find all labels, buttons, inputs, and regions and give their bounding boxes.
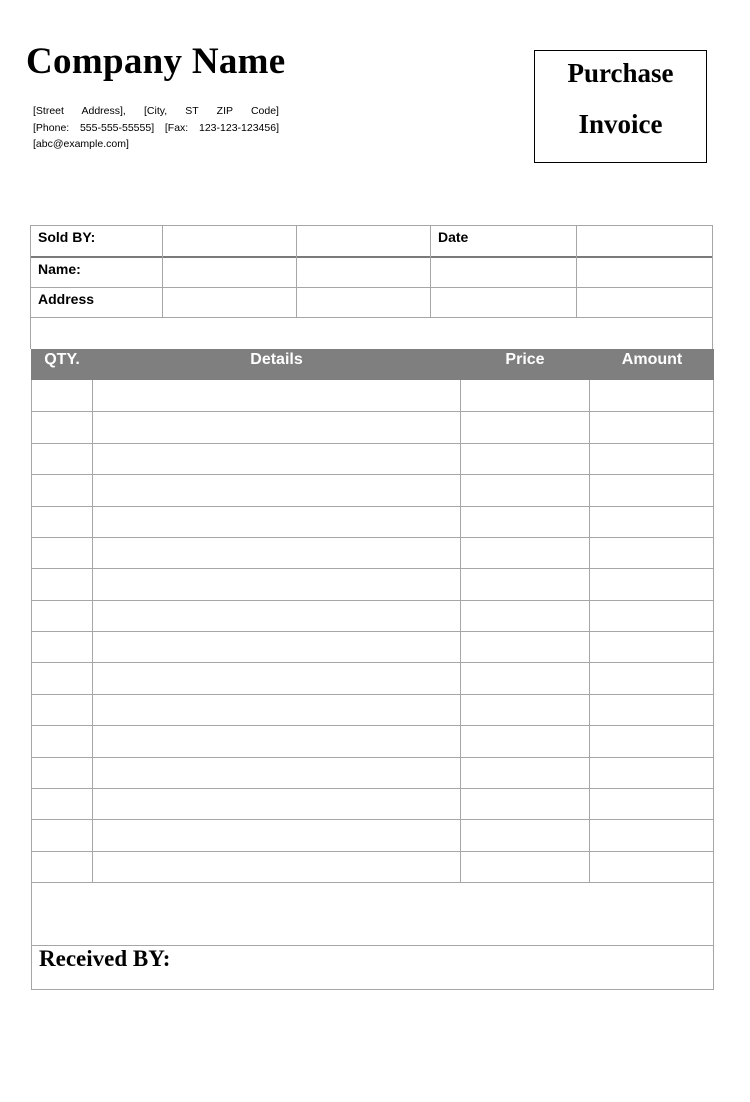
details-cell[interactable] [92,757,460,788]
table-row[interactable] [31,757,714,788]
table-row[interactable] [31,600,714,631]
date-label: Date [438,229,469,245]
amount-cell[interactable] [589,568,713,599]
street-text: [Street [33,105,64,117]
document-title-line1: Purchase [567,58,674,88]
qty-cell[interactable] [31,851,92,882]
address-line-street [33,103,279,120]
qty-cell[interactable] [31,757,92,788]
qty-cell[interactable] [31,725,92,756]
price-cell[interactable] [460,662,589,693]
price-cell[interactable] [460,474,589,505]
amount-cell[interactable] [589,694,713,725]
qty-cell[interactable] [31,537,92,568]
amount-cell[interactable] [589,788,713,819]
price-cell[interactable] [460,411,589,442]
details-cell[interactable] [92,474,460,505]
price-cell[interactable] [460,600,589,631]
qty-cell[interactable] [31,788,92,819]
info-divider [30,317,713,318]
amount-cell[interactable] [589,380,713,411]
state-text: ST [185,105,199,117]
table-border-left [31,380,32,989]
zip-text: ZIP [216,105,233,117]
amount-cell[interactable] [589,819,713,850]
table-row[interactable] [31,851,714,882]
price-cell[interactable] [460,725,589,756]
price-cell[interactable] [460,851,589,882]
city-text: [City, [144,105,168,117]
price-cell[interactable] [460,506,589,537]
details-cell[interactable] [92,443,460,474]
price-header: Price [505,351,545,368]
info-border-right [712,225,713,349]
date-field[interactable] [577,226,712,256]
amount-cell[interactable] [589,757,713,788]
qty-cell[interactable] [31,600,92,631]
amount-cell[interactable] [589,600,713,631]
table-row[interactable] [31,819,714,850]
table-row[interactable] [31,443,714,474]
code-text: Code] [250,105,279,117]
qty-header: QTY. [44,351,80,368]
details-cell[interactable] [92,725,460,756]
received-by-label: Received BY: [39,946,171,971]
details-cell[interactable] [92,662,460,693]
amount-cell[interactable] [589,411,713,442]
table-row[interactable] [31,631,714,662]
table-row[interactable] [31,506,714,537]
qty-cell[interactable] [31,474,92,505]
amount-cell[interactable] [589,662,713,693]
price-cell[interactable] [460,537,589,568]
document-title-line2: Invoice [578,109,663,139]
amount-cell[interactable] [589,506,713,537]
details-cell[interactable] [92,788,460,819]
price-cell[interactable] [460,443,589,474]
qty-cell[interactable] [31,411,92,442]
details-cell[interactable] [92,851,460,882]
phone-label: [Phone: [33,121,70,134]
details-cell[interactable] [92,694,460,725]
company-address [33,103,279,153]
qty-cell[interactable] [31,506,92,537]
column-divider [460,380,461,882]
price-cell[interactable] [460,757,589,788]
price-cell[interactable] [460,568,589,599]
amount-cell[interactable] [589,631,713,662]
street-text-2: Address], [81,105,126,117]
column-divider [589,380,590,882]
name-field[interactable] [163,258,296,287]
table-row[interactable] [31,537,714,568]
info-border-left [30,225,31,349]
details-cell[interactable] [92,537,460,568]
column-divider [92,380,93,882]
price-cell[interactable] [460,380,589,411]
table-row[interactable] [31,662,714,693]
amount-cell[interactable] [589,851,713,882]
amount-cell[interactable] [589,725,713,756]
table-row[interactable] [31,411,714,442]
fax-value: 123-123-123456] [199,121,279,134]
address-line-phone [33,120,279,137]
row-divider [31,882,714,883]
name-label: Name: [38,261,81,277]
table-border-bottom [31,989,714,990]
price-cell[interactable] [460,694,589,725]
address-label: Address [38,291,95,307]
info-column-divider [430,225,431,318]
amount-cell[interactable] [589,443,713,474]
phone-value: 555-555-55555] [79,121,155,134]
table-row[interactable] [31,568,714,599]
qty-cell[interactable] [31,631,92,662]
details-cell[interactable] [92,631,460,662]
details-cell[interactable] [92,380,460,411]
sold-by-field[interactable] [163,226,296,256]
info-divider [30,256,713,258]
company-name: Company Name [26,41,286,82]
fax-label: [Fax: [164,121,189,134]
details-cell[interactable] [92,506,460,537]
address-line-email: [abc@example.com] [33,138,129,150]
table-border-right [713,380,714,989]
details-header: Details [250,351,303,368]
details-cell[interactable] [92,568,460,599]
table-row[interactable] [31,694,714,725]
details-cell[interactable] [92,411,460,442]
table-row[interactable] [31,380,714,411]
sold-by-label: Sold BY: [38,229,96,245]
document-title-box [534,50,707,163]
info-column-divider [296,225,297,318]
info-divider [30,287,713,288]
amount-header: Amount [621,351,683,368]
details-cell[interactable] [92,819,460,850]
table-row[interactable] [31,474,714,505]
amount-cell[interactable] [589,537,713,568]
address-field[interactable] [163,288,296,317]
qty-cell[interactable] [31,443,92,474]
qty-cell[interactable] [31,568,92,599]
price-cell[interactable] [460,788,589,819]
qty-cell[interactable] [31,380,92,411]
table-row[interactable] [31,725,714,756]
amount-cell[interactable] [589,474,713,505]
qty-cell[interactable] [31,819,92,850]
qty-cell[interactable] [31,694,92,725]
table-row[interactable] [31,788,714,819]
price-cell[interactable] [460,631,589,662]
qty-cell[interactable] [31,662,92,693]
details-cell[interactable] [92,600,460,631]
price-cell[interactable] [460,819,589,850]
